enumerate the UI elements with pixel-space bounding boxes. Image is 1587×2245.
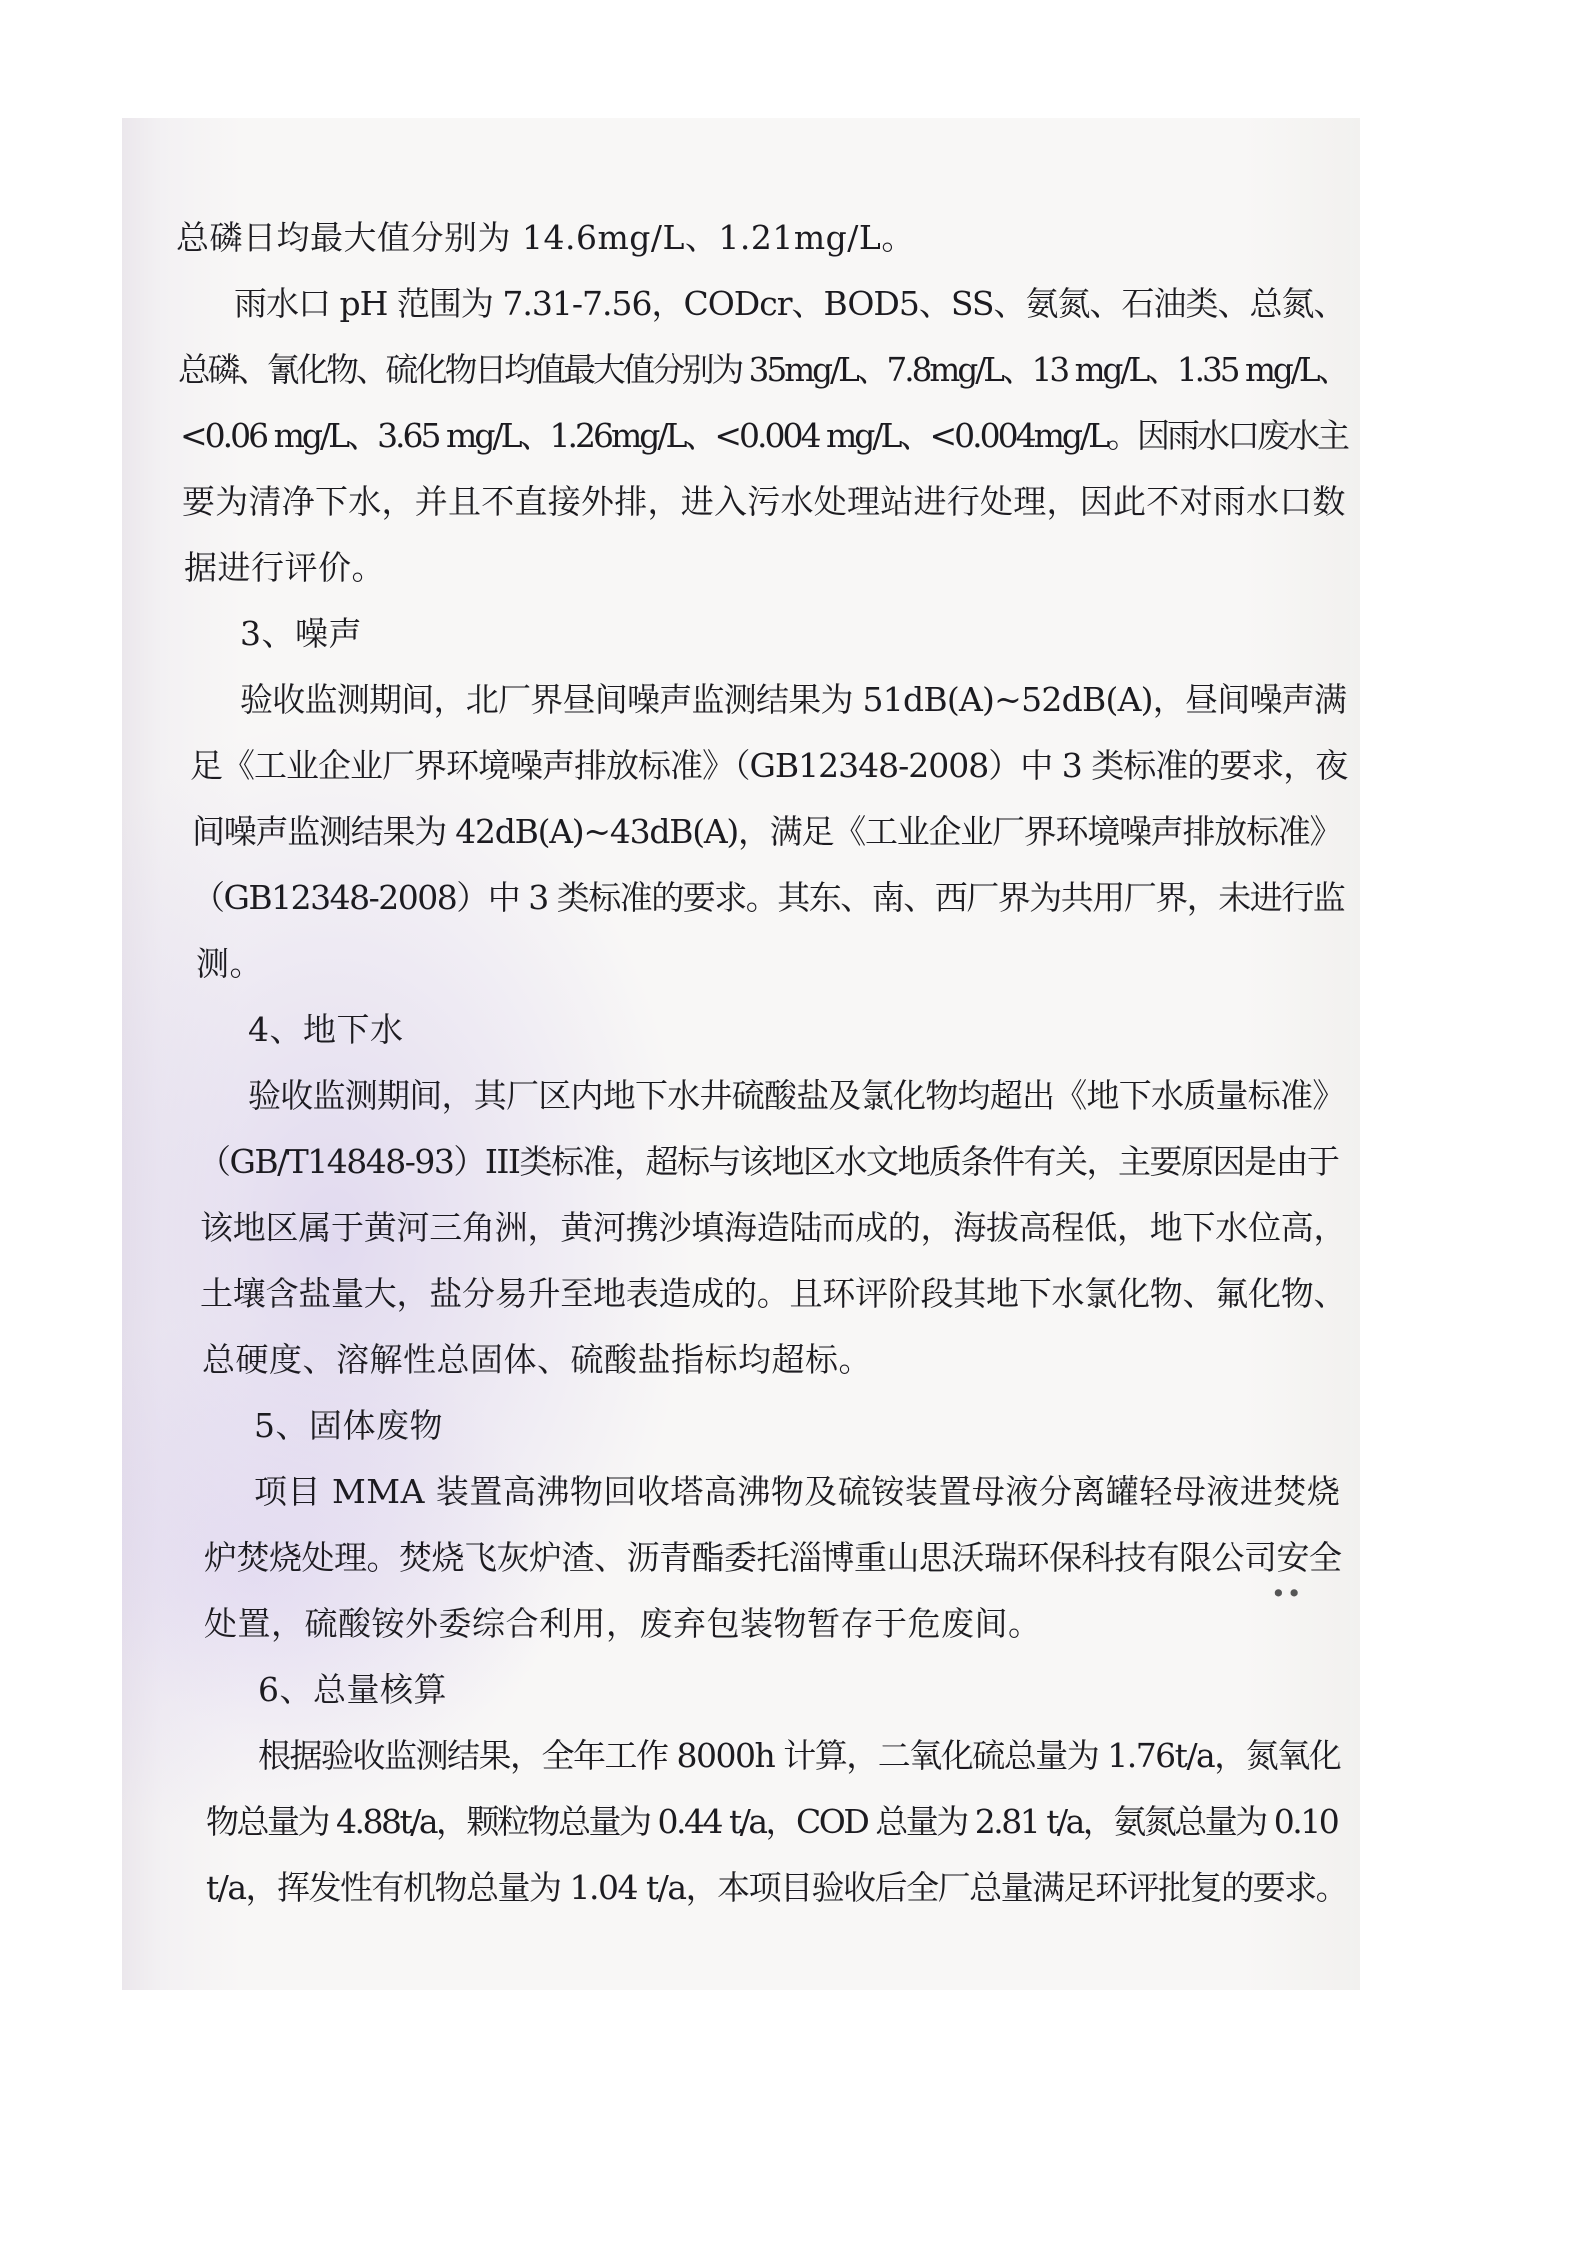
scanned-page <box>122 118 1360 1990</box>
scan-speck-mark: ∙∙ <box>1272 1578 1304 1608</box>
document-body <box>122 118 1360 1990</box>
heading-solid-waste: 5、固体废物 <box>254 1406 443 1445</box>
text-line-20: 项目 MMA 装置高沸物回收塔高沸物及硫铵装置母液分离罐轻母液进焚烧 <box>254 1472 1341 1511</box>
text-line-11: （GB12348-2008）中 3 类标准的要求。其东、南、西厂界为共用厂界，未进行监 <box>192 878 1345 917</box>
text-line-24: 根据验收监测结果，全年工作 8000h 计算，二氧化硫总量为 1.76t/a，氮氧化 <box>258 1736 1341 1775</box>
text-line-1: 总磷日均最大值分别为 14.6mg/L、1.21mg/L。 <box>176 218 915 257</box>
text-line-5: 要为清净下水，并且不直接外排，进入污水处理站进行处理，因此不对雨水口数 <box>182 482 1346 521</box>
text-line-21: 炉焚烧处理。焚烧飞灰炉渣、沥青酯委托淄博重山思沃瑞环保科技有限公司安全 <box>204 1538 1342 1577</box>
text-line-18: 总硬度、溶解性总固体、硫酸盐指标均超标。 <box>202 1340 872 1379</box>
text-line-17: 土壤含盐量大，盐分易升至地表造成的。且环评阶段其地下水氯化物、氟化物、 <box>200 1274 1347 1313</box>
text-line-14: 验收监测期间，其厂区内地下水井硫酸盐及氯化物均超出《地下水质量标准》 <box>248 1076 1345 1115</box>
text-line-12: 测。 <box>196 944 263 983</box>
text-line-8: 验收监测期间，北厂界昼间噪声监测结果为 51dB(A)~52dB(A)，昼间噪声满 <box>240 680 1347 719</box>
heading-groundwater: 4、地下水 <box>248 1010 404 1049</box>
text-line-4: <0.06 mg/L、3.65 mg/L、1.26mg/L、<0.004 mg/L、<0.004mg/L。因雨水口废水主 <box>180 416 1348 455</box>
text-line-6: 据进行评价。 <box>184 548 385 587</box>
heading-total-amount: 6、总量核算 <box>258 1670 447 1709</box>
text-line-2: 雨水口 pH 范围为 7.31-7.56，CODcr、BOD5、SS、氨氮、石油类、总氮、 <box>234 284 1346 323</box>
text-line-22: 处置，硫酸铵外委综合利用，废弃包装物暂存于危废间。 <box>204 1604 1042 1643</box>
heading-noise: 3、噪声 <box>240 614 362 653</box>
text-line-25: 物总量为 4.88t/a，颗粒物总量为 0.44 t/a，COD 总量为 2.81 t/a，氨氮总量为 0.10 <box>206 1802 1338 1841</box>
text-line-16: 该地区属于黄河三角洲，黄河携沙填海造陆而成的，海拔高程低，地下水位高， <box>200 1208 1347 1247</box>
text-line-26: t/a，挥发性有机物总量为 1.04 t/a，本项目验收后全厂总量满足环评批复的要求。 <box>206 1868 1348 1907</box>
text-line-10: 间噪声监测结果为 42dB(A)~43dB(A)，满足《工业企业厂界环境噪声排放标准》 <box>192 812 1342 851</box>
text-line-9: 足《工业企业厂界环境噪声排放标准》（GB12348-2008）中 3 类标准的要求，夜 <box>190 746 1348 785</box>
text-line-15: （GB/T14848-93）III类标准，超标与该地区水文地质条件有关，主要原因是由于 <box>198 1142 1339 1181</box>
text-line-3: 总磷、氰化物、硫化物日均值最大值分别为 35mg/L、7.8mg/L、13 mg/L、1.35 mg/L、 <box>178 350 1348 389</box>
